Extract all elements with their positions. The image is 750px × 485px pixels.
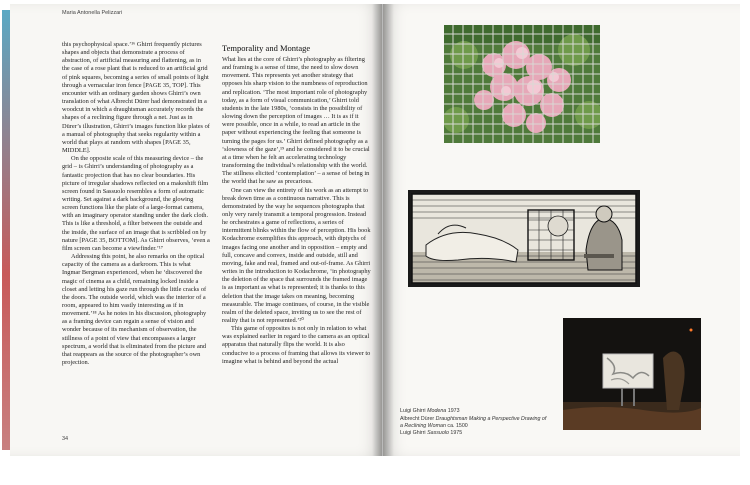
left-column-2 <box>222 56 372 366</box>
section-heading: Temporality and Montage <box>222 43 311 53</box>
paragraph: This game of opposites is not only in relation to what was explained earlier in regard to the camera as an optical apparatus that naturally flips the world. It is also conducive to a process of framing that allows its viewer to imagine what is behind and beyond the actual <box>222 325 371 365</box>
image-captions <box>400 408 550 438</box>
durer-woodcut-icon <box>408 190 640 287</box>
film-screen-photo-icon <box>563 318 701 430</box>
paragraph: What lies at the core of Ghirri’s photography as filtering and framing is a sense of time, the need to slow down movement. This represents yet another strategy that opposes his sharp vision to the numbness of reproduction and replication. ‘The most important role of photography today, as a form of visual communication,’ Ghirri told students in the late 1980s, ‘consists in the possibility of slowing down the perception of images … It is as if it were possible, once in a while, to read an article in the paper without experiencing the feeling that someone is turning the pages for us.’ Ghirri defined photography as a ‘slowness of the gaze’,¹⁹ and he considered it to be crucial at a time when he felt an accelerating technology transforming the individual’s relationship with the world. The stillness elicited ‘contemplation’ – a sense of being in the world that he saw as precarious. <box>222 56 370 186</box>
running-head: Maria Antonella Pelizzari <box>62 10 123 16</box>
paragraph: One can view the entirety of his work as an attempt to break down time as a continuous narrative. This is demonstrated by the way he sequences photographs that only very rarely transmit a temporal progression. Instead he orchestrates a game of reflections, a series of intermittent blinks within the flow of perception. His book Kodachrome exemplifies this approach, with diptychs of images facing one another and in opposition – empty and full, concave and convex, inside and outside, still and moving, fake and real, framed and out-of-frame. As Ghirri writes in the introduction to Kodachrome, ‘in photography the deletion of the space that surrounds the framed image is as important as what is represented; it is thanks to this deletion that the image takes on meaning, becoming measurable. The image continues, of course, in the visible realm of the deleted space, inviting us to see the rest of reality that is not represented.’²⁰ <box>222 186 371 324</box>
paragraph: this psychophysical space.’¹⁶ Ghirri frequently pictures shapes and objects that demonstrate a process of abstraction, of artificial measuring and flattening, as in the case of a rose plant that is reduced to an artificial grid of pink squares, becoming a series of small points of light through a vernacular iron fence [PAGE 35, TOP]. This encounter with an ordinary garden shows Ghirri’s own translation of what Albrecht Dürer had demonstrated in a woodcut in which a draughtsman accurately records the shapes of a reclining figure through a net. Just as in Dürer’s illustration, Ghirri’s images function like plates of a manual of photography that seeks regularity within a world that plays at random with shapes [PAGE 35, MIDDLE]. <box>62 41 210 155</box>
paragraph: Addressing this point, he also remarks on the optical capacity of the camera as a darkroom. This is what Ingmar Bergman experienced, when he ‘discovered the magic of cinema as a child, remaining locked inside a closet and letting his gaze run through the little cracks of the doors. The outside world, which was the interior of a room, appeared to him vastly interesting as if in movement.’¹⁸ As he notes in his discussion, photography as a framing device can regain a sense of vision and wonder because of its mechanism of observation, the stillness of a point of view that encompasses a larger spectrum, a world that is eliminated from the picture and that reappears as the source of the photographer’s own projection. <box>62 253 207 367</box>
page-number: 34 <box>62 436 69 442</box>
caption-1: Luigi Ghirri Modena 1973 <box>400 408 460 414</box>
caption-2: Albrecht Dürer Draughtsman Making a Perspective Drawing of a Reclining Woman ca. 1500 <box>400 415 547 429</box>
caption-3: Luigi Ghirri Sassuolo 1975 <box>400 430 463 437</box>
spine-shadow <box>372 4 394 456</box>
paragraph: On the opposite scale of this measuring device – the grid – is Ghirri’s understanding of photography as a fantastic projection that has no clear boundaries. His picture of irregular shadows reflected on a makeshift film screen found in Sassuolo resembles a form of automatic writing. Set against a dark background, the glowing screen functions like the plate of a large-format camera, with an imaginary operator standing under the dark cloth. This is like a threshold, a filter between the outside and the inside, the surface of an image that is scribbled on by nature [PAGE 35, BOTTOM]. As Ghirri observes, ‘even a film screen can become a viewfinder.’¹⁷ <box>62 155 210 252</box>
left-column-1 <box>62 41 210 367</box>
rose-grid-photo-icon <box>444 25 600 143</box>
